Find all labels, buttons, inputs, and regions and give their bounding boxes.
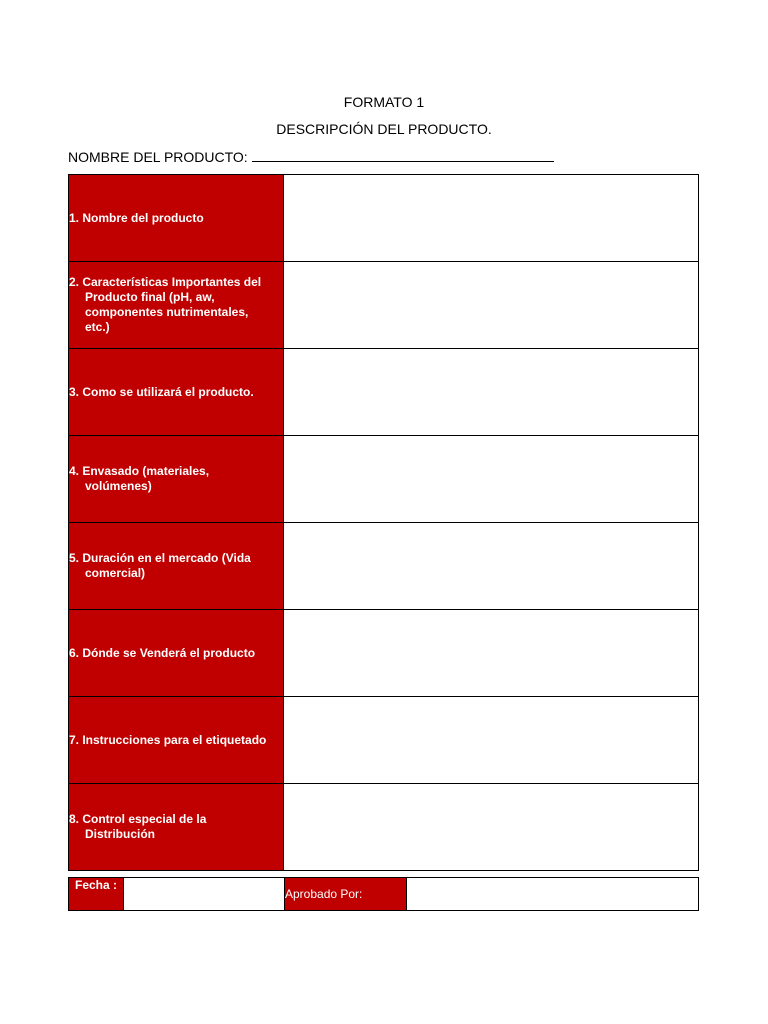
row-label: 2. Características Importantes del Producto final (pH, aw, componentes nutrimentales, etc.) bbox=[69, 275, 262, 334]
row-label-cell bbox=[69, 784, 284, 871]
row-label: 3. Como se utilizará el producto. bbox=[69, 384, 254, 399]
row-value-cell[interactable] bbox=[284, 262, 699, 349]
row-label-cell bbox=[69, 175, 284, 262]
table-row bbox=[69, 262, 699, 349]
row-label: 5. Duración en el mercado (Vida comercial) bbox=[69, 551, 251, 580]
form-title: FORMATO 1 bbox=[343, 94, 425, 110]
table-row bbox=[69, 523, 699, 610]
table-row bbox=[69, 175, 699, 262]
product-name-blank[interactable] bbox=[252, 147, 554, 162]
row-value-cell[interactable] bbox=[284, 175, 699, 262]
form-subtitle: DESCRIPCIÓN DEL PRODUCTO. bbox=[276, 121, 492, 137]
row-label-cell bbox=[69, 262, 284, 349]
row-label: 7. Instrucciones para el etiquetado bbox=[69, 732, 267, 747]
table-row bbox=[69, 436, 699, 523]
table-row bbox=[69, 784, 699, 871]
product-description-table bbox=[68, 174, 699, 871]
row-label: 8. Control especial de la Distribución bbox=[69, 812, 207, 841]
product-name-label: NOMBRE DEL PRODUCTO: bbox=[68, 149, 248, 165]
row-label-cell bbox=[69, 610, 284, 697]
date-field[interactable] bbox=[124, 878, 285, 911]
approval-footer bbox=[68, 877, 699, 911]
approved-by-label: Aprobado Por: bbox=[285, 878, 407, 911]
table-row bbox=[69, 610, 699, 697]
row-value-cell[interactable] bbox=[284, 784, 699, 871]
row-label: 1. Nombre del producto bbox=[69, 210, 204, 225]
row-label: 6. Dónde se Venderá el producto bbox=[69, 645, 256, 660]
date-label: Fecha : bbox=[69, 878, 124, 911]
row-value-cell[interactable] bbox=[284, 697, 699, 784]
row-value-cell[interactable] bbox=[284, 436, 699, 523]
row-label-cell bbox=[69, 523, 284, 610]
row-value-cell[interactable] bbox=[284, 610, 699, 697]
row-value-cell[interactable] bbox=[284, 349, 699, 436]
row-label-cell bbox=[69, 349, 284, 436]
approved-by-field[interactable] bbox=[407, 878, 699, 911]
row-label-cell bbox=[69, 436, 284, 523]
product-name-line bbox=[68, 147, 554, 165]
table-row bbox=[69, 697, 699, 784]
row-label: 4. Envasado (materiales, volúmenes) bbox=[69, 464, 210, 493]
row-label-cell bbox=[69, 697, 284, 784]
table-row bbox=[69, 349, 699, 436]
row-value-cell[interactable] bbox=[284, 523, 699, 610]
